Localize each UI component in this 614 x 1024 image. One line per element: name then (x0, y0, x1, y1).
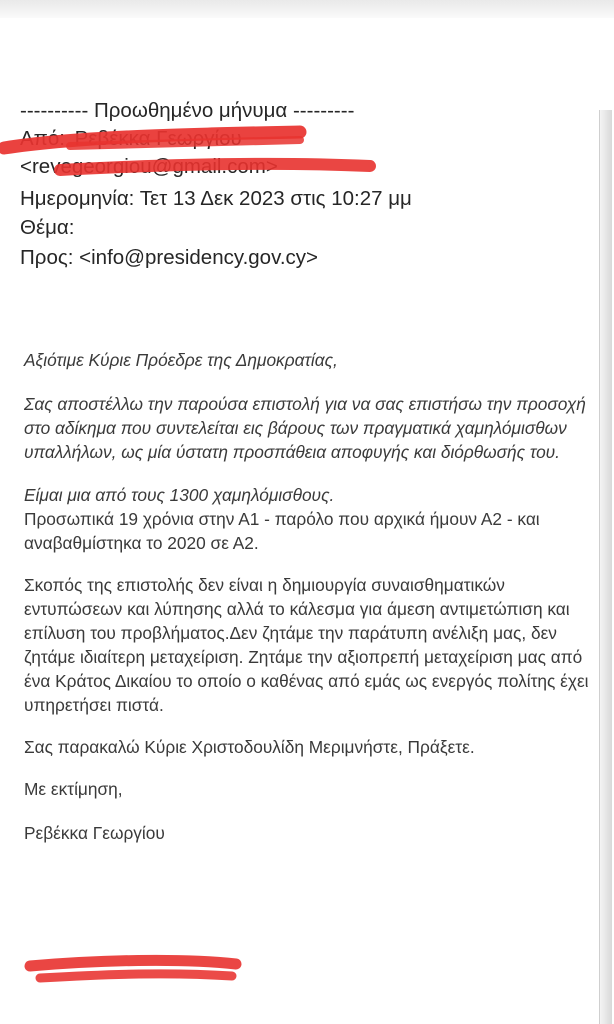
date-line: Ημερομηνία: Τετ 13 Δεκ 2023 στις 10:27 μμ (20, 187, 412, 210)
from-email[interactable]: <revegeorgiou@gmail.com> (20, 155, 278, 178)
from-name: Ρεβέκκα Γεωργίου (74, 127, 242, 150)
paragraph-4: Σας παρακαλώ Κύριε Χριστοδουλίδη Μεριμνήστε, Πράξετε. (24, 737, 475, 757)
from-label: Από: (20, 127, 65, 150)
paragraph-1: Σας αποστέλλω την παρούσα επιστολή για να σας επιστήσω την προσοχή στο αδίκημα που συντελείται εις βάρους των πραγματικά χαμηλόμισθων υπαλλήλων, ως μία ύστατη προσπάθεια αποφυγής και διόρθωσής του. (24, 394, 586, 462)
signature-redaction-scribble (0, 948, 260, 998)
salutation: Αξιότιμε Κύριε Πρόεδρε της Δημοκρατίας, (24, 350, 338, 370)
subject-label: Θέμα: (20, 216, 75, 239)
scrollbar[interactable] (599, 110, 612, 1024)
paragraph-3: Σκοπός της επιστολής δεν είναι η δημιουργία συναισθηματικών εντυπώσεων και λύπησης αλλά το κάλεσμα για άμεση αντιμετώπιση και επίλυση του προβλήματος.Δεν ζητάμε την παράτυπη ανέλιξη μας, δεν ζητάμε ιδιαίτερη μεταχείριση. Ζητάμε την αξιοπρεπή μεταχείριση μας από ένα Κράτος Δικαίου το οποίο ο καθένας από εμάς ως ενεργός πολίτης έχει υπηρετήσει πιστά. (24, 575, 589, 715)
email-body (24, 348, 604, 845)
paragraph-2-line-2: Προσωπικά 19 χρόνια στην Α1 - παρόλο που αρχικά ήμουν Α2 - και αναβαθμίστηκα το 2020 σε Α2. (24, 509, 540, 553)
from-line (20, 126, 242, 152)
to-line[interactable]: Προς: <info@presidency.gov.cy> (20, 246, 318, 269)
top-edge (0, 0, 614, 18)
forwarded-line: ---------- Προωθημένο μήνυμα --------- (20, 99, 355, 122)
closing: Με εκτίμηση, (24, 779, 123, 799)
signature: Ρεβέκκα Γεωργίου (24, 823, 165, 843)
paragraph-2-line-1: Είμαι μια από τους 1300 χαμηλόμισθους. (24, 485, 335, 505)
